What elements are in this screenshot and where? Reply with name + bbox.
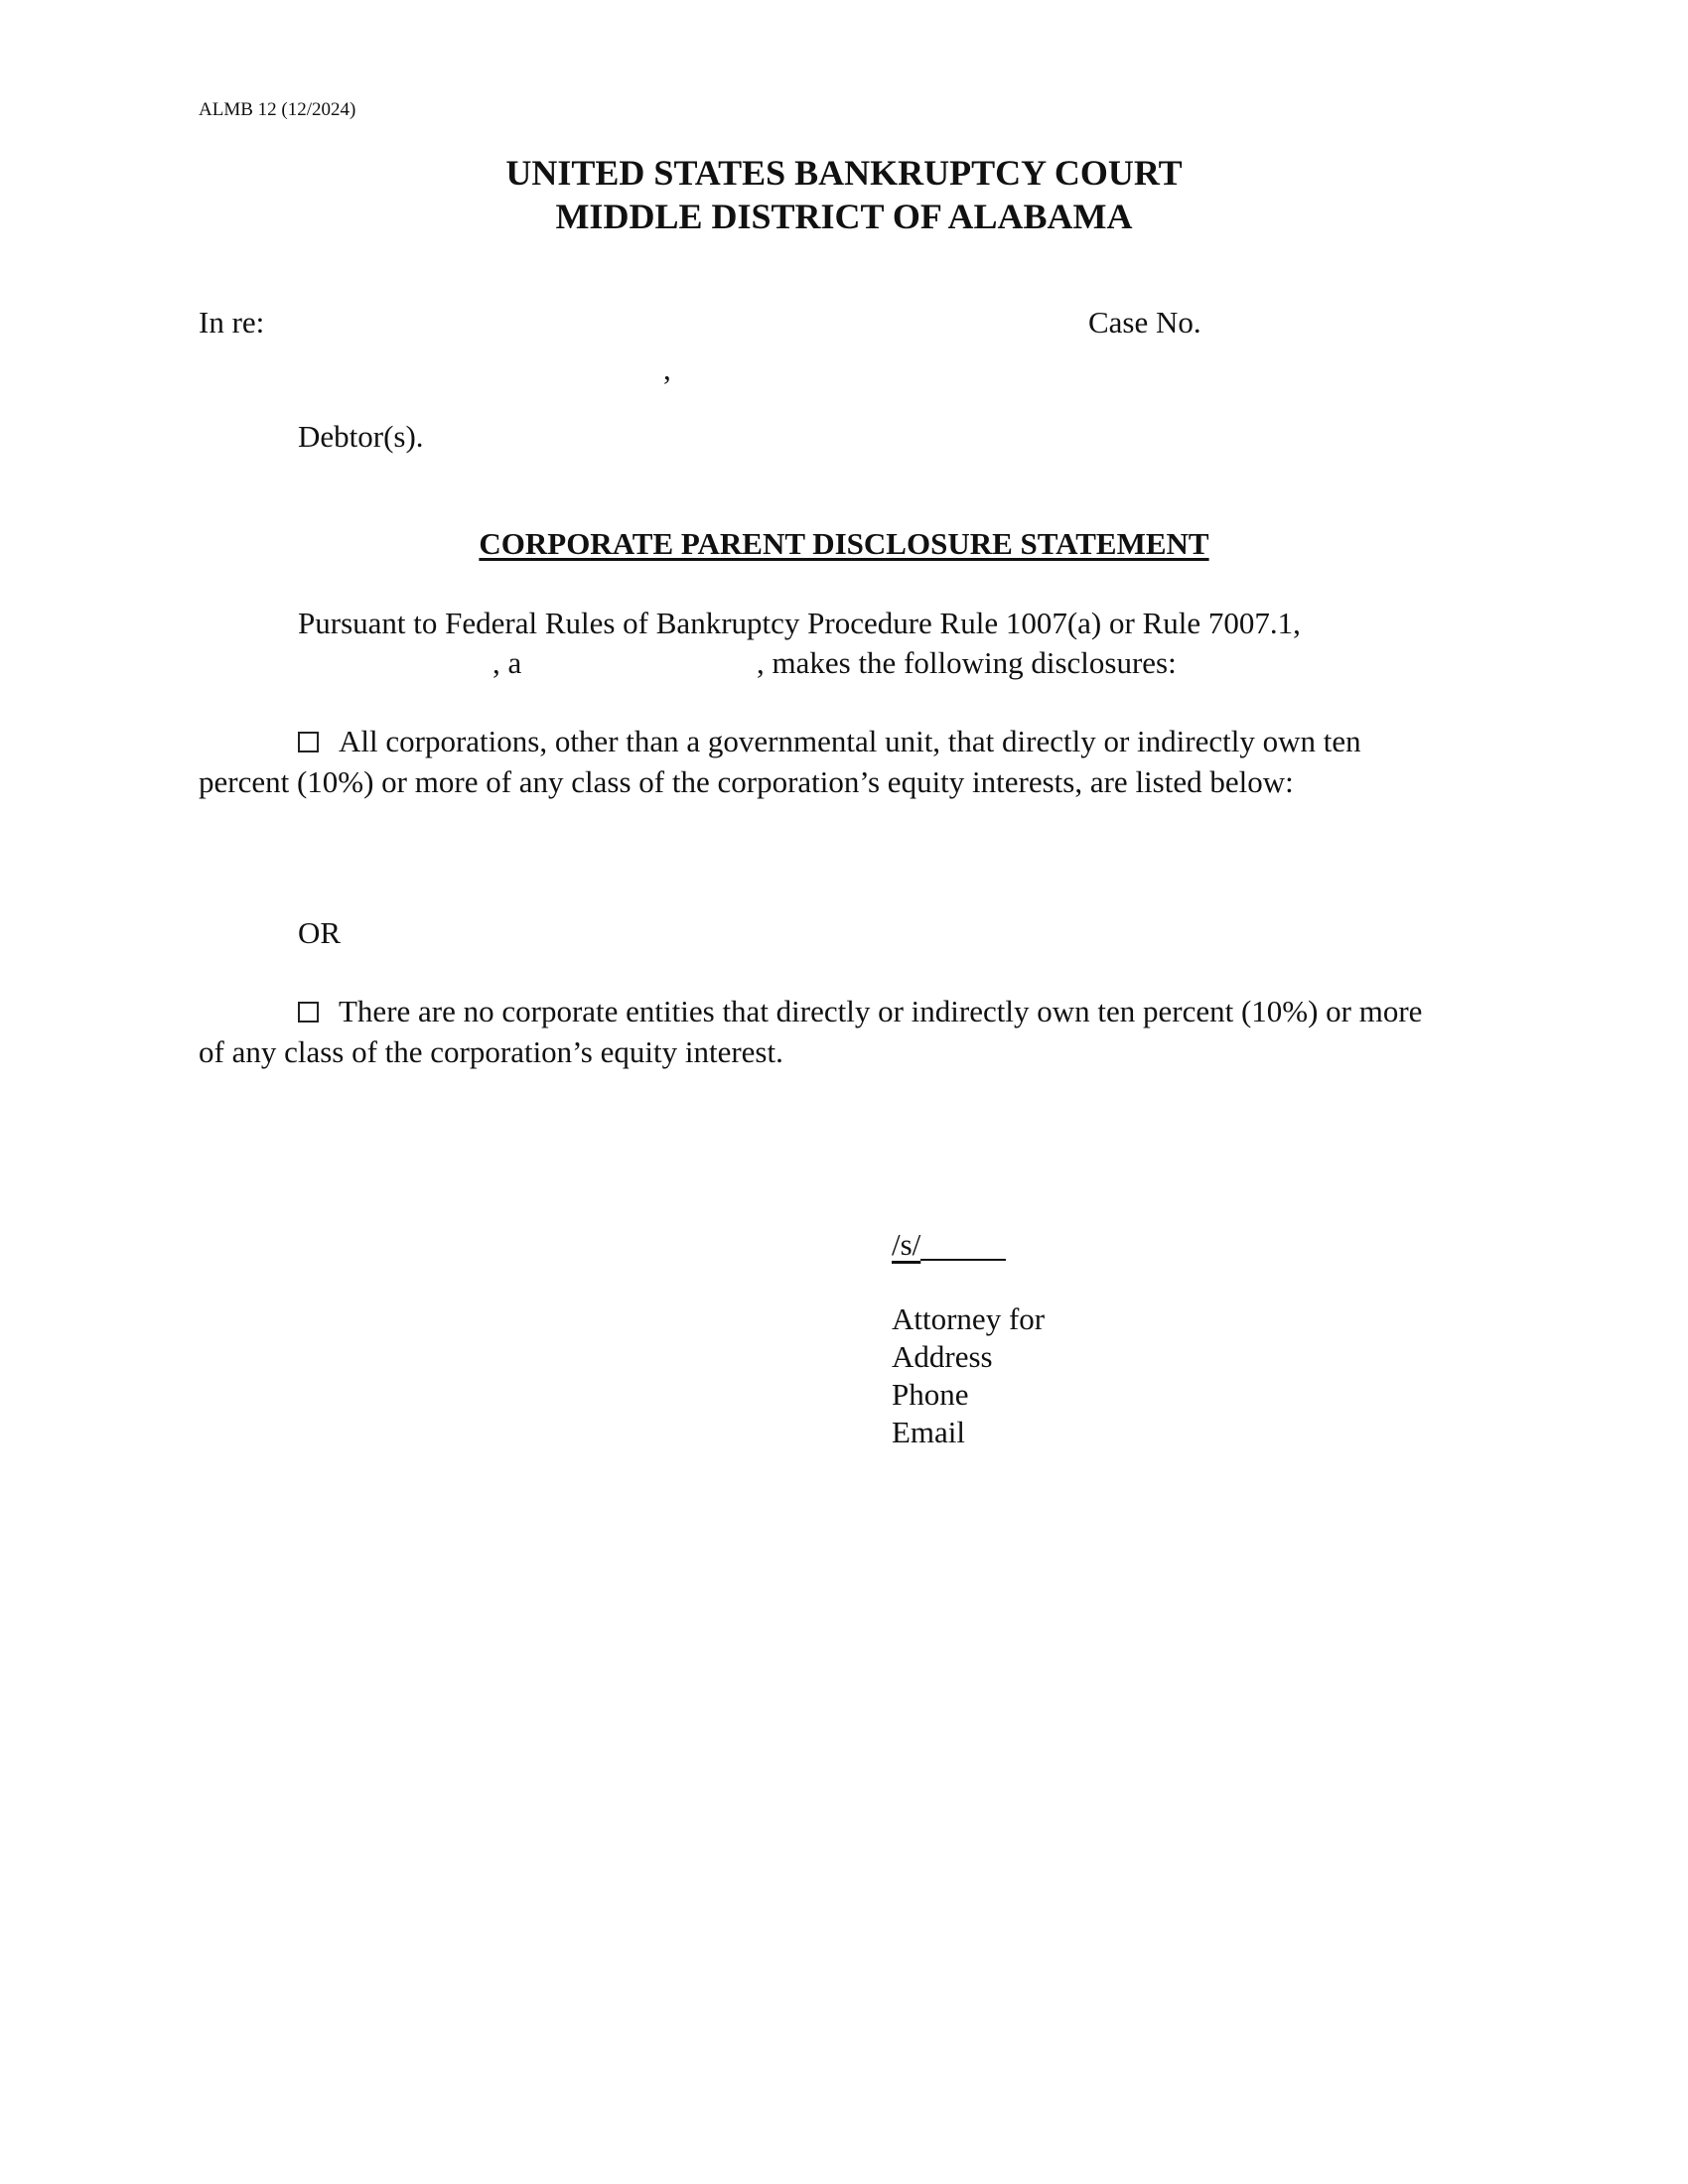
intro-makes-text: , makes the following disclosures: [757,645,1177,680]
option-no-corporations-checkbox[interactable] [298,1002,319,1023]
court-district: MIDDLE DISTRICT OF ALABAMA [555,197,1133,236]
option-all-corporations [199,721,1450,802]
signature-block [892,1300,1045,1451]
court-name: UNITED STATES BANKRUPTCY COURT [505,153,1183,193]
phone-label: Phone [892,1377,969,1412]
option-all-corporations-text: All corporations, other than a governmental unit, that directly or indirectly own ten percent (10%) or more of any class of the corporation’s equity interests, are listed below: [199,724,1361,799]
attorney-for-label: Attorney for [892,1301,1046,1336]
in-re-label: In re: [199,305,265,340]
option-no-corporations-text: There are no corporate entities that directly or indirectly own ten percent (10%) or more of any class of the corporation’s equity interest. [199,994,1423,1069]
debtors-label: Debtor(s). [298,419,424,454]
signature-prefix: /s/ [892,1227,921,1262]
intro-line1: Pursuant to Federal Rules of Bankruptcy Procedure Rule 1007(a) or Rule 7007.1, [298,606,1301,640]
document-title: CORPORATE PARENT DISCLOSURE STATEMENT [479,526,1209,561]
form-id: ALMB 12 (12/2024) [199,99,356,120]
or-separator: OR [298,915,342,950]
email-label: Email [892,1415,966,1449]
case-no-label: Case No. [1088,305,1201,340]
signature-blank[interactable] [920,1229,1006,1261]
caption-comma: , [663,351,671,386]
option-no-corporations [199,991,1450,1072]
signature-line [892,1225,1006,1265]
option-all-corporations-checkbox[interactable] [298,732,319,752]
intro-a-text: , a [492,645,522,680]
address-label: Address [892,1339,993,1374]
